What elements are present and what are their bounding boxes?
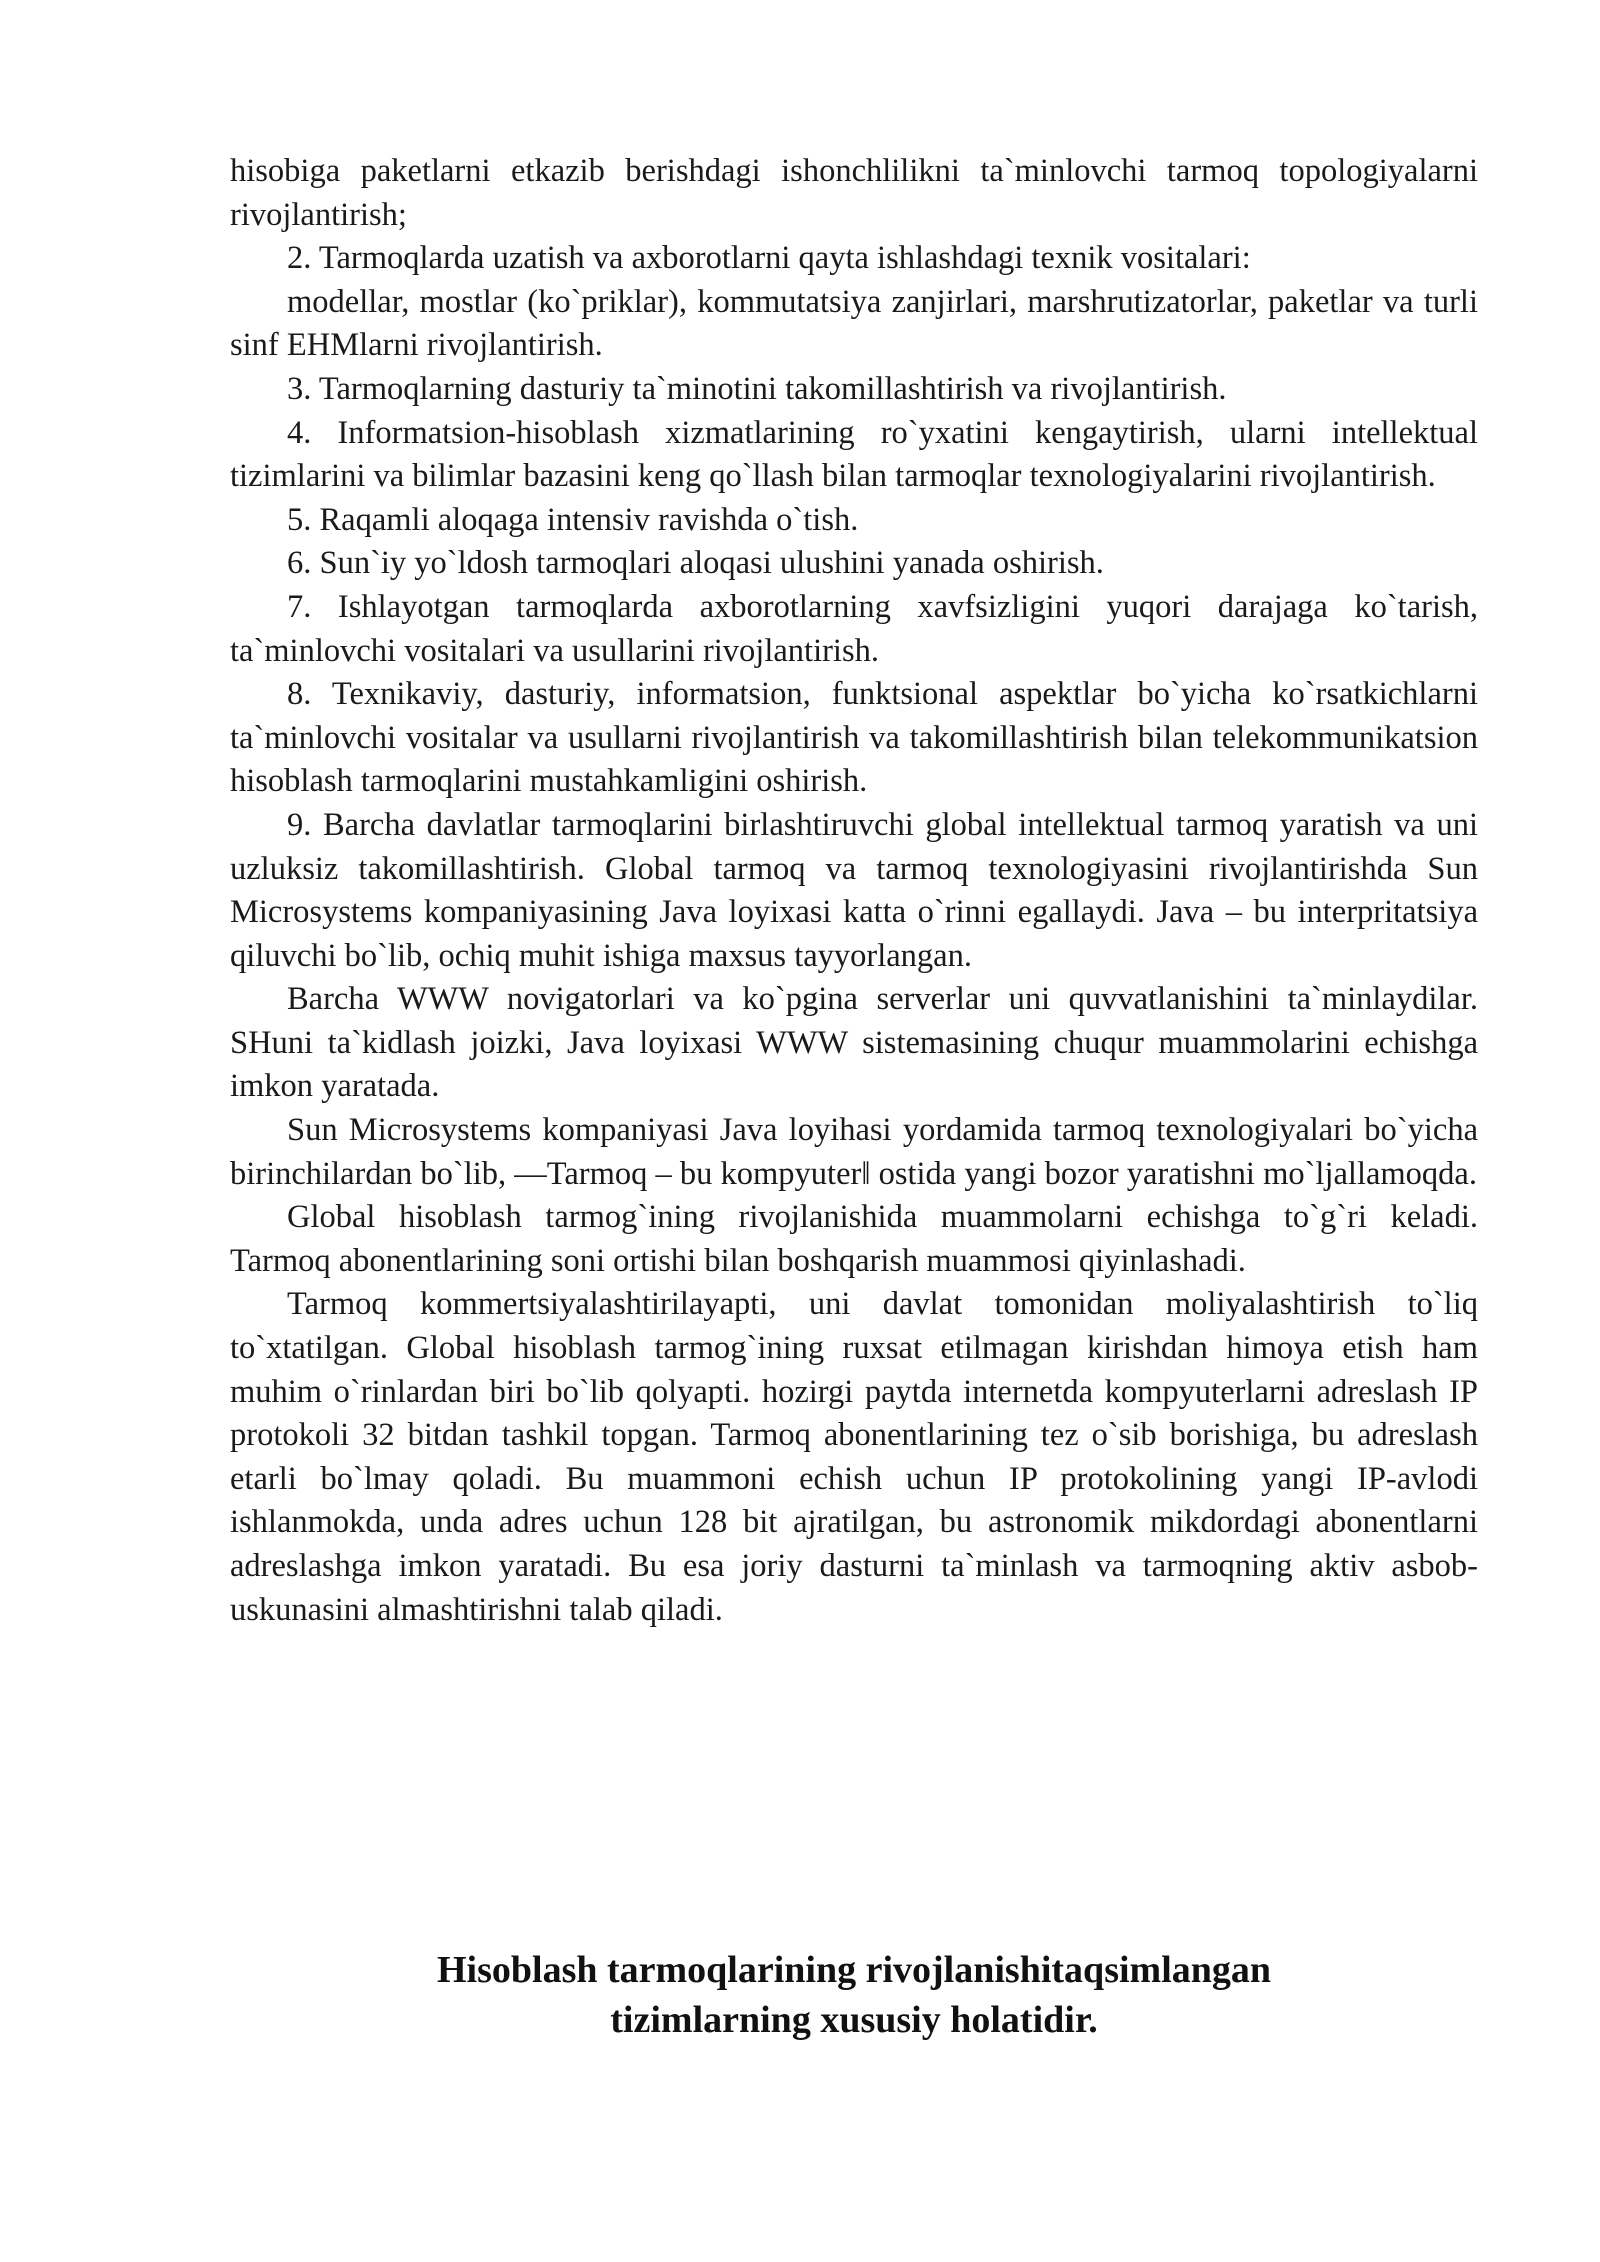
list-item-4: 4. Informatsion-hisoblash xizmatlarining ro`yxatini kengaytirish, ularni intellektual tizimlarini va bilimlar bazasini keng qo`llash bilan tarmoqlar texnologiyalarini rivojlantirish.: [230, 414, 1478, 495]
paragraph-models: modellar, mostlar (ko`priklar), kommutatsiya zanjirlari, marshrutizatorlar, paketlar va turli sinf EHMlarni rivojlantirish.: [230, 283, 1478, 364]
paragraph-sun-microsystems: Sun Microsystems kompaniyasi Java loyihasi yordamida tarmoq texnologiyalari bo`yicha birinchilardan bo`lib, ―Tarmoq – bu kompyuter‖ ostida yangi bozor yaratishni mo`ljallamoqda.: [230, 1112, 1478, 1192]
list-item-5: 5. Raqamli aloqaga intensiv ravishda o`tish.: [287, 501, 859, 538]
paragraph-topologies: hisobiga paketlarni etkazib berishdagi ishonchlilikni ta`minlovchi tarmoq topologiyalarni rivojlantirish;: [230, 153, 1478, 233]
section-heading-line-2: tizimlarning xususiy holatidir.: [610, 1999, 1098, 2041]
list-item-7: 7. Ishlayotgan tarmoqlarda axborotlarning xavfsizligini yuqori darajaga ko`tarish, ta`minlovchi vositalari va usullarini rivojlantirish.: [230, 588, 1478, 669]
paragraph-commercialization: Tarmoq kommertsiyalashtirilayapti, uni davlat tomonidan moliyalashtirish to`liq to`xtatilgan. Global hisoblash tarmog`ining ruxsat etilmagan kirishdan himoya etish ham muhim o`rinlardan biri bo`lib qolyapti. hozirgi paytda internetda kompyuterlarni adreslash IP protokoli 32 bitdan tashkil topgan. Tarmoq abonentlarining tez o`sib borishiga, bu adreslash etarli bo`lmay qoladi. Bu muammoni echish uchun IP protokolining yangi IP-avlodi ishlanmokda, unda adres uchun 128 bit ajratilgan, bu astronomik mikdordagi abonentlarni adreslashga imkon yaratadi. Bu esa joriy dasturni ta`minlash va tarmoqning aktiv asbob-uskunasini almashtirishni talab qiladi.: [230, 1286, 1478, 1628]
paragraph-global-network: Global hisoblash tarmog`ining rivojlanishida muammolarni echishga to`g`ri keladi. Tarmoq abonentlarining soni ortishi bilan boshqarish muammosi qiyinlashadi.: [230, 1199, 1478, 1279]
list-item-3: 3. Tarmoqlarning dasturiy ta`minotini takomillashtirish va rivojlantirish.: [287, 370, 1227, 407]
list-item-8: 8. Texnikaviy, dasturiy, informatsion, funktsional aspektlar bo`yicha ko`rsatkichlarni ta`minlovchi vositalar va usullarni rivojlantirish va takomillashtirish bilan telekommunikatsion hisoblash tarmoqlarini mustahkamligini oshirish.: [230, 676, 1478, 800]
document-body: [230, 150, 1478, 1632]
section-heading-line-1: Hisoblash tarmoqlarining rivojlanishitaqsimlangan: [436, 1949, 1272, 1991]
list-item-6: 6. Sun`iy yo`ldosh tarmoqlari aloqasi ulushini yanada oshirish.: [287, 545, 1104, 582]
list-item-2: 2. Tarmoqlarda uzatish va axborotlarni qayta ishlashdagi texnik vositalari:: [287, 240, 1251, 277]
list-item-9: 9. Barcha davlatlar tarmoqlarini birlashtiruvchi global intellektual tarmoq yaratish va uni uzluksiz takomillashtirish. Global tarmoq va tarmoq texnologiyasini rivojlantirishda Sun Microsystems kompaniyasining Java loyixasi katta o`rinni egallaydi. Java – bu interpritatsiya qiluvchi bo`lib, ochiq muhit ishiga maxsus tayyorlangan.: [230, 806, 1478, 974]
section-heading: [230, 1945, 1478, 2045]
paragraph-www: Barcha WWW novigatorlari va ko`pgina serverlar uni quvvatlanishini ta`minlaydilar. SHuni ta`kidlash joizki, Java loyixasi WWW sistemasining chuqur muammolarini echishga imkon yaratada.: [230, 981, 1478, 1105]
